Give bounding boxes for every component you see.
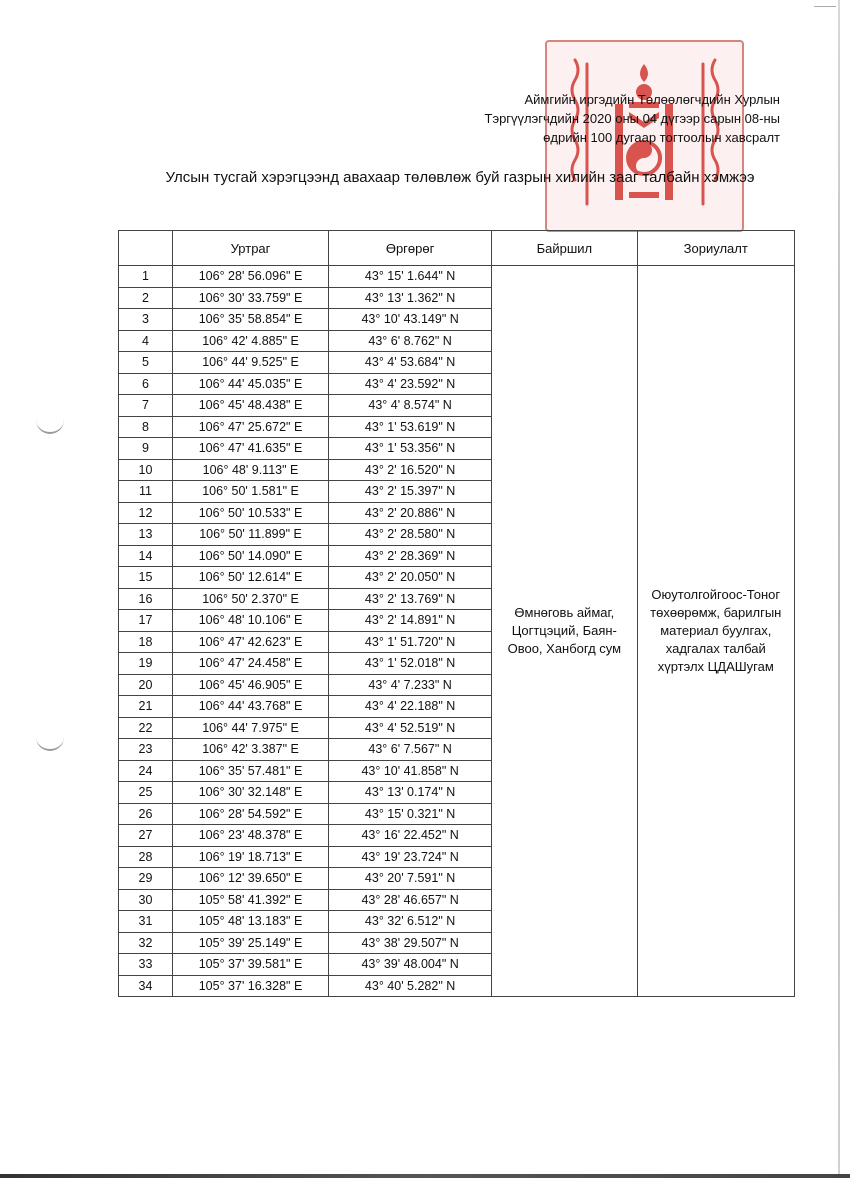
row-longitude: 105° 37' 39.581" E [172,954,328,976]
row-latitude: 43° 2' 13.769" N [329,588,492,610]
row-longitude: 106° 45' 46.905" E [172,674,328,696]
row-index: 1 [119,266,173,288]
row-longitude: 106° 50' 11.899" E [172,524,328,546]
row-longitude: 106° 47' 25.672" E [172,416,328,438]
row-latitude: 43° 38' 29.507" N [329,932,492,954]
row-longitude: 106° 44' 9.525" E [172,352,328,374]
row-longitude: 106° 35' 58.854" E [172,309,328,331]
row-index: 26 [119,803,173,825]
row-longitude: 105° 39' 25.149" E [172,932,328,954]
row-index: 7 [119,395,173,417]
row-latitude: 43° 6' 8.762" N [329,330,492,352]
row-index: 10 [119,459,173,481]
header-line-2: Тэргүүлэгчдийн 2020 оны 04 дүгээр сарын 08-ны [484,111,780,126]
row-longitude: 106° 42' 4.885" E [172,330,328,352]
table-header-row [119,231,795,266]
row-index: 29 [119,868,173,890]
header-line-3: өдрийн 100 дугаар тогтоолын хавсралт [543,130,780,145]
row-latitude: 43° 10' 41.858" N [329,760,492,782]
row-index: 34 [119,975,173,997]
row-latitude: 43° 16' 22.452" N [329,825,492,847]
row-latitude: 43° 2' 28.369" N [329,545,492,567]
row-latitude: 43° 10' 43.149" N [329,309,492,331]
row-longitude: 106° 30' 32.148" E [172,782,328,804]
row-longitude: 105° 48' 13.183" E [172,911,328,933]
row-latitude: 43° 6' 7.567" N [329,739,492,761]
document-title: Улсын тусгай хэрэгцээнд авахаар төлөвлөж буй газрын хилийн зааг талбайн хэмжээ [165,169,755,186]
row-latitude: 43° 32' 6.512" N [329,911,492,933]
row-latitude: 43° 15' 0.321" N [329,803,492,825]
row-index: 3 [119,309,173,331]
row-latitude: 43° 2' 16.520" N [329,459,492,481]
header-purpose: Зориулалт [637,231,794,266]
punch-hole-bottom [36,735,64,751]
row-index: 24 [119,760,173,782]
row-latitude: 43° 13' 0.174" N [329,782,492,804]
row-latitude: 43° 2' 14.891" N [329,610,492,632]
row-index: 20 [119,674,173,696]
document-header [420,90,780,147]
header-latitude: Өргөрөг [329,231,492,266]
row-latitude: 43° 4' 52.519" N [329,717,492,739]
row-latitude: 43° 40' 5.282" N [329,975,492,997]
row-longitude: 106° 19' 18.713" E [172,846,328,868]
row-index: 16 [119,588,173,610]
row-index: 27 [119,825,173,847]
row-index: 19 [119,653,173,675]
row-longitude: 106° 48' 10.106" E [172,610,328,632]
row-index: 21 [119,696,173,718]
row-index: 5 [119,352,173,374]
row-index: 32 [119,932,173,954]
row-longitude: 106° 28' 56.096" E [172,266,328,288]
row-longitude: 106° 47' 24.458" E [172,653,328,675]
row-latitude: 43° 2' 15.397" N [329,481,492,503]
row-index: 6 [119,373,173,395]
row-latitude: 43° 39' 48.004" N [329,954,492,976]
table-row [119,266,795,288]
row-longitude: 106° 44' 7.975" E [172,717,328,739]
row-longitude: 105° 58' 41.392" E [172,889,328,911]
row-latitude: 43° 19' 23.724" N [329,846,492,868]
row-longitude: 106° 48' 9.113" E [172,459,328,481]
header-line-1: Аймгийн иргэдийн Төлөөлөгчдийн Хурлын [524,92,780,107]
row-index: 8 [119,416,173,438]
row-latitude: 43° 4' 22.188" N [329,696,492,718]
row-longitude: 106° 42' 3.387" E [172,739,328,761]
header-longitude: Уртраг [172,231,328,266]
row-index: 25 [119,782,173,804]
row-index: 2 [119,287,173,309]
row-longitude: 106° 50' 14.090" E [172,545,328,567]
row-latitude: 43° 15' 1.644" N [329,266,492,288]
row-latitude: 43° 1' 53.356" N [329,438,492,460]
row-latitude: 43° 4' 23.592" N [329,373,492,395]
row-longitude: 106° 50' 1.581" E [172,481,328,503]
row-longitude: 106° 47' 42.623" E [172,631,328,653]
row-longitude: 106° 12' 39.650" E [172,868,328,890]
row-longitude: 106° 23' 48.378" E [172,825,328,847]
row-longitude: 106° 47' 41.635" E [172,438,328,460]
row-longitude: 106° 50' 2.370" E [172,588,328,610]
row-latitude: 43° 1' 52.018" N [329,653,492,675]
row-longitude: 106° 45' 48.438" E [172,395,328,417]
row-latitude: 43° 2' 20.886" N [329,502,492,524]
row-latitude: 43° 4' 8.574" N [329,395,492,417]
row-index: 4 [119,330,173,352]
row-longitude: 105° 37' 16.328" E [172,975,328,997]
scan-edge [838,0,840,1178]
coordinates-table [118,230,795,997]
row-latitude: 43° 1' 53.619" N [329,416,492,438]
row-longitude: 106° 50' 12.614" E [172,567,328,589]
row-index: 33 [119,954,173,976]
punch-hole-top [36,418,64,434]
purpose-cell: Оюутолгойгоос-Тоног төхөөрөмж, барилгын материал буулгах, хадгалах талбай хүртэлх ЦДАШугам [637,266,794,997]
row-index: 30 [119,889,173,911]
row-latitude: 43° 2' 20.050" N [329,567,492,589]
row-index: 31 [119,911,173,933]
row-longitude: 106° 35' 57.481" E [172,760,328,782]
row-index: 17 [119,610,173,632]
header-location: Байршил [492,231,637,266]
header-index [119,231,173,266]
row-latitude: 43° 1' 51.720" N [329,631,492,653]
row-latitude: 43° 20' 7.591" N [329,868,492,890]
location-cell: Өмнөговь аймаг, Цогтцэций, Баян-Овоо, Ханбогд сум [492,266,637,997]
row-index: 15 [119,567,173,589]
row-index: 22 [119,717,173,739]
row-longitude: 106° 44' 45.035" E [172,373,328,395]
row-index: 14 [119,545,173,567]
row-index: 11 [119,481,173,503]
row-latitude: 43° 4' 53.684" N [329,352,492,374]
row-index: 23 [119,739,173,761]
row-latitude: 43° 28' 46.657" N [329,889,492,911]
scan-bottom-edge [0,1174,850,1178]
corner-mark [814,6,836,13]
row-index: 28 [119,846,173,868]
row-longitude: 106° 28' 54.592" E [172,803,328,825]
row-longitude: 106° 30' 33.759" E [172,287,328,309]
row-latitude: 43° 2' 28.580" N [329,524,492,546]
row-latitude: 43° 4' 7.233" N [329,674,492,696]
row-index: 9 [119,438,173,460]
row-longitude: 106° 50' 10.533" E [172,502,328,524]
row-index: 12 [119,502,173,524]
row-index: 18 [119,631,173,653]
row-longitude: 106° 44' 43.768" E [172,696,328,718]
row-index: 13 [119,524,173,546]
row-latitude: 43° 13' 1.362" N [329,287,492,309]
